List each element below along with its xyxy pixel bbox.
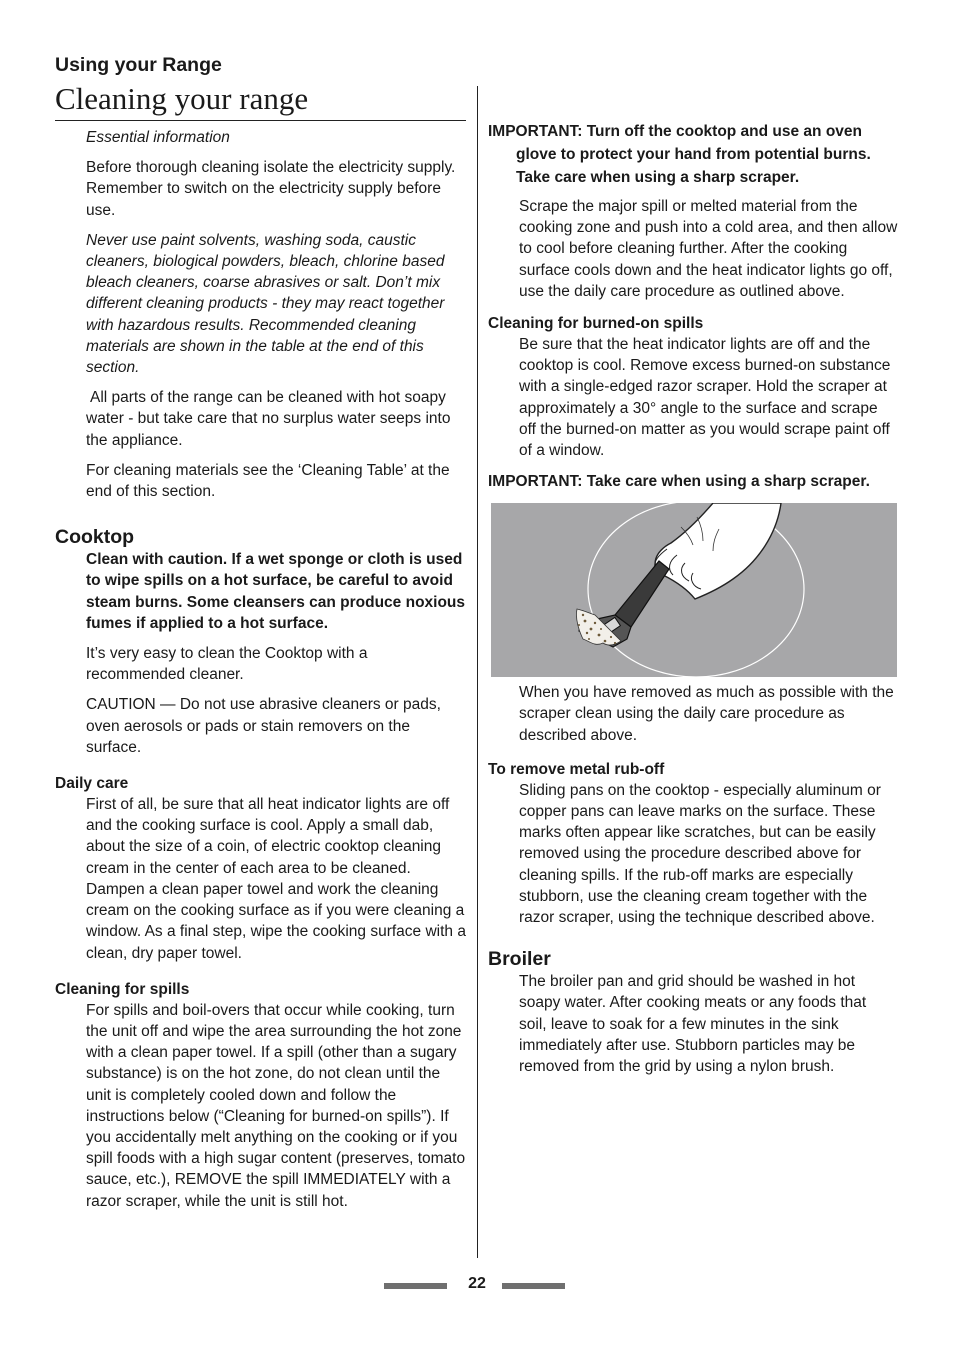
column-divider — [477, 86, 478, 1258]
left-column — [55, 52, 466, 1221]
daily-care-heading: Daily care — [55, 775, 129, 793]
metal-rub-off-heading: To remove metal rub-off — [488, 760, 665, 778]
right-column — [488, 120, 898, 1086]
page-title: Cleaning your range — [55, 80, 466, 121]
cooktop-easy-paragraph: It’s very easy to clean the Cooktop with a recommended cleaner. — [86, 645, 368, 684]
scrape-paragraph: Scrape the major spill or melted material from the cooking zone and push into a cold area, and then allow to cool before cleaning further. After the cooking surface cools down and the heat indicator lights go off, use the daily care procedure as outlined above. — [519, 198, 898, 300]
broiler-text: The broiler pan and grid should be washed in hot soapy water. After cooking meats or any foods that soil, leave to soak for a few minutes in the sink immediately after use. Stubborn particles may be removed from the grid by using a nylon brush. — [519, 973, 867, 1076]
cleaning-table-paragraph: For cleaning materials see the ‘Cleaning Table’ at the end of this section. — [86, 461, 450, 501]
isolate-paragraph: Before thorough cleaning isolate the electricity supply. Remember to switch on the electricity supply before use. — [86, 159, 456, 219]
important-warning-oven-glove: IMPORTANT: Turn off the cooktop and use an oven glove to protect your hand from potential burns. Take care when using a sharp scraper. — [488, 123, 871, 186]
spills-heading: Cleaning for spills — [55, 980, 190, 998]
important-warning-scraper: IMPORTANT: Take care when using a sharp scraper. — [488, 473, 870, 491]
spills-text: For spills and boil-overs that occur while cooking, turn the unit off and wipe the area surrounding the hot zone with a clean paper towel. If a spill (other than a sugary substance) is on the hot zone, do not clean until the unit is completely cooled down and follow the instructions below (“Cleaning for burned-on spills”). If you accidentally melt anything on the cooking or if you spill foods with a high sugar content (preserves, tomato sauce, etc.), REMOVE the spill IMMEDIATELY with a razor scraper, while the unit is still hot. — [86, 1001, 466, 1210]
daily-care-text: First of all, be sure that all heat indicator lights are off and the cooking surface is cool. Apply a small dab, about the size of a coin, of electric cooktop cleaning cream in the center of each area to be cleaned. Dampen a clean paper towel and work the cleaning cream on the cooking surface as if you were cleaning a window. As a final step, wipe the cooking surface with a clean, dry paper towel. — [86, 796, 466, 962]
cooktop-warning: Clean with caution. If a wet sponge or cloth is used to wipe spills on a hot surface, be careful to avoid steam burns. Some cleansers can produce noxious fumes if applied to a hot surface. — [86, 551, 466, 632]
broiler-heading: Broiler — [488, 948, 551, 971]
burned-on-text: Be sure that the heat indicator lights are off and the cooktop is cool. Remove excess burned-on substance with a single-edged razor scraper. Hold the scraper at approximately a 30° angle to the surface and scrape off the burned-on matter as you would scrape paint off of a window. — [519, 336, 891, 460]
hot-soapy-water-paragraph: All parts of the range can be cleaned with hot soapy water - but take care that no surplus water seeps into the appliance. — [86, 389, 451, 449]
page-number: 22 — [468, 1275, 486, 1292]
footer-bar-right — [502, 1283, 565, 1289]
scraper-handle — [615, 561, 669, 627]
burned-on-heading: Cleaning for burned-on spills — [488, 315, 704, 333]
after-scraping-paragraph: When you have removed as much as possible with the scraper clean using the daily care procedure as described above. — [519, 684, 894, 744]
scraper-illustration — [491, 503, 897, 677]
cooktop-heading: Cooktop — [55, 526, 135, 549]
cooktop-caution-paragraph: CAUTION — Do not use abrasive cleaners or pads, oven aerosols or pads or stain removers on the surface. — [86, 696, 441, 756]
hand-scraper-drawing — [491, 503, 897, 677]
section-label: Using your Range — [55, 54, 222, 76]
warning-solvents-paragraph: Never use paint solvents, washing soda, caustic cleaners, biological powders, bleach, chlorine based bleach cleaners, coarse abrasives or salt. Don’t mix different cleaning products - they may react together with hazardous results. Recommended cleaning materials are shown in the table at the end of this section. — [86, 231, 445, 377]
essential-label: Essential information — [86, 129, 230, 146]
hand-icon — [655, 503, 781, 599]
metal-rub-off-text: Sliding pans on the cooktop - especially aluminum or copper pans can leave marks on the surface. These marks often appear like scratches, but can be easily removed using the procedure described above for cleaning spills. If the rub-off marks are especially stubborn, use the cleaning cream together with the razor scraper, using the technique described above. — [519, 781, 881, 927]
